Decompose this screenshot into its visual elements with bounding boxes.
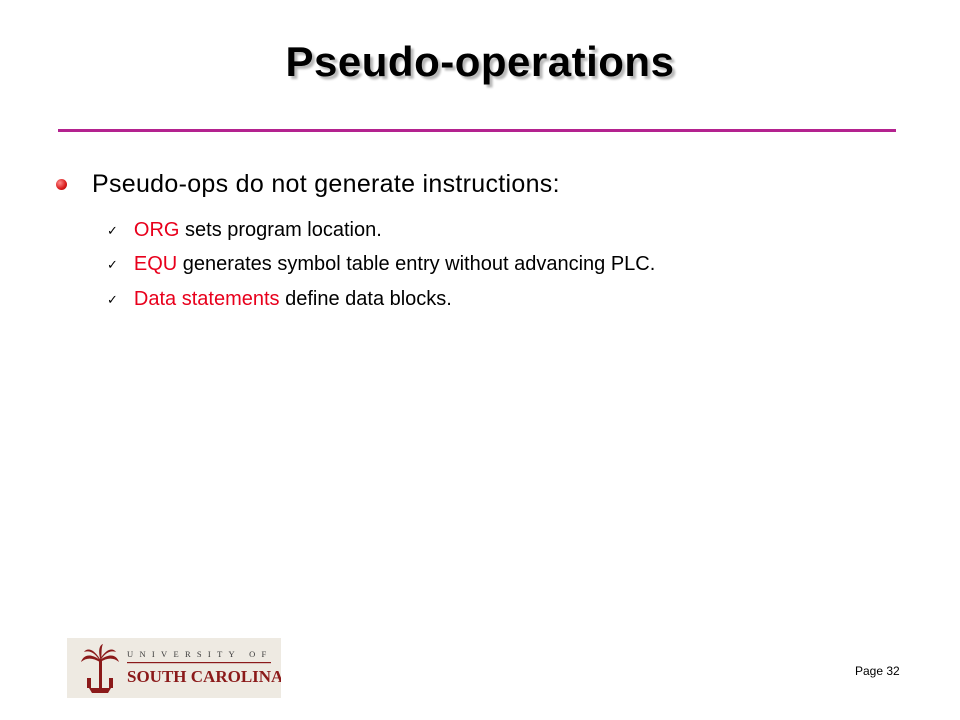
term-description: define data blocks. [279, 288, 452, 310]
checkmark-icon: ✓ [107, 291, 118, 307]
main-bullet-text: Pseudo-ops do not generate instructions: [92, 170, 560, 198]
term-label: ORG [133, 219, 180, 241]
term-label: Data statements [133, 288, 280, 310]
checkmark-icon: ✓ [107, 222, 118, 238]
logo-line2: SOUTH CAROLINA [127, 667, 281, 686]
bullet-dot-icon [56, 179, 67, 190]
slide-title: Pseudo-operations [285, 38, 675, 85]
sub-bullet-org [107, 219, 382, 242]
term-description: sets program location. [179, 219, 382, 241]
main-bullet [56, 170, 560, 199]
term-label: EQU [133, 253, 178, 275]
page-number: Page 32 [855, 664, 900, 678]
checkmark-icon: ✓ [107, 256, 118, 272]
university-logo [67, 638, 281, 698]
sub-bullet-equ [107, 253, 655, 276]
palmetto-logo-icon [67, 638, 281, 698]
term-description: generates symbol table entry without advancing PLC. [177, 253, 656, 275]
logo-line1: UNIVERSITY OF [127, 649, 273, 659]
sub-bullet-data [107, 288, 452, 311]
title-divider [58, 129, 896, 132]
